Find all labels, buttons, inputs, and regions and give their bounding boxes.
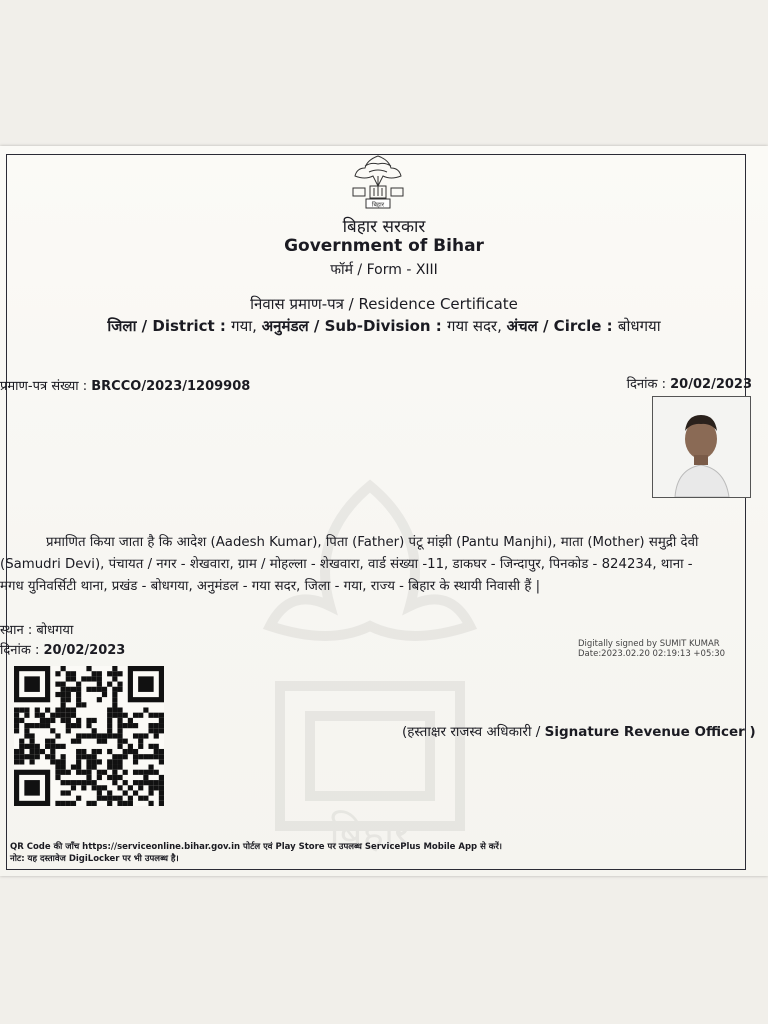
svg-text:बिहार: बिहार (371, 201, 385, 209)
body-line-3: मगध युनिवर्सिटी थाना, प्रखंड - बोधगया, अनुमंडल - गया सदर, जिला - गया, राज्य - बिहार के स्थायी निवासी हैं | (0, 579, 541, 594)
hindi-government-title: बिहार सरकार (342, 217, 426, 237)
qr-verification-note: QR Code की जाँच https://serviceonline.bihar.gov.in पोर्टल एवं Play Store पर उपलब्ध ServicePlus Mobile App से करें। (10, 842, 503, 852)
signature-hindi: (हस्ताक्षर राजस्व अधिकारी / (402, 724, 545, 740)
government-title: Government of Bihar (284, 236, 484, 256)
circle-label: अंचल / Circle : (506, 317, 618, 335)
issue-date-top (627, 374, 752, 392)
digital-signature-signer: Digitally signed by SUMIT KUMAR (578, 639, 720, 649)
signature-revenue-officer (402, 722, 756, 740)
qr-code-icon[interactable] (14, 666, 164, 806)
digilocker-note: नोट: यह दस्तावेज DigiLocker पर भी उपलब्ध है। (10, 854, 179, 864)
certificate-number-label: प्रमाण-पत्र संख्या : (0, 379, 92, 394)
body-line-2: (Samudri Devi), पंचायत / नगर - शेखवारा, ग्राम / मोहल्ला - शेखवारा, वार्ड संख्या -11, डाकघर - जिन्दापुर, पिनकोड - 824234, थाना - (0, 557, 693, 572)
date-value-bottom: 20/02/2023 (43, 643, 126, 658)
certificate-title: निवास प्रमाण-पत्र / Residence Certificate (250, 295, 518, 313)
district-label: जिला / District : (107, 317, 232, 335)
date-value-top: 20/02/2023 (670, 377, 752, 392)
digital-signature-date: Date:2023.02.20 02:19:13 +05:30 (578, 649, 726, 659)
certificate-number (0, 376, 250, 394)
digital-signature-stamp (578, 639, 725, 659)
person-photo-icon (653, 397, 750, 497)
circle-value: बोधगया (617, 317, 661, 335)
certificate-page (0, 146, 768, 876)
date-label-bottom: दिनांक : (0, 643, 44, 658)
signature-english: Signature Revenue Officer ) (544, 724, 756, 740)
certificate-body (0, 532, 752, 598)
district-line (0, 316, 768, 336)
date-label-top: दिनांक : (626, 377, 671, 392)
certificate-number-value: BRCCO/2023/1209908 (91, 379, 251, 394)
applicant-photo (652, 396, 751, 498)
form-number: फॉर्म / Form - XIII (330, 262, 438, 278)
bihar-emblem-watermark-icon (190, 456, 550, 856)
subdivision-label: अनुमंडल / Sub-Division : (261, 317, 448, 335)
svg-text:बिहार: बिहार (329, 810, 411, 856)
district-value: गया, (231, 317, 262, 335)
body-line-1: प्रमाणित किया जाता है कि आदेश (Aadesh Kumar), पिता (Father) पंटू मांझी (Pantu Manjhi), माता (Mother) समुद्री देवी (46, 535, 699, 550)
subdivision-value: गया सदर, (447, 317, 507, 335)
bodhi-tree-emblem-icon (343, 152, 413, 210)
issue-place: स्थान : बोधगया (0, 623, 74, 638)
issue-date-bottom (0, 640, 125, 658)
